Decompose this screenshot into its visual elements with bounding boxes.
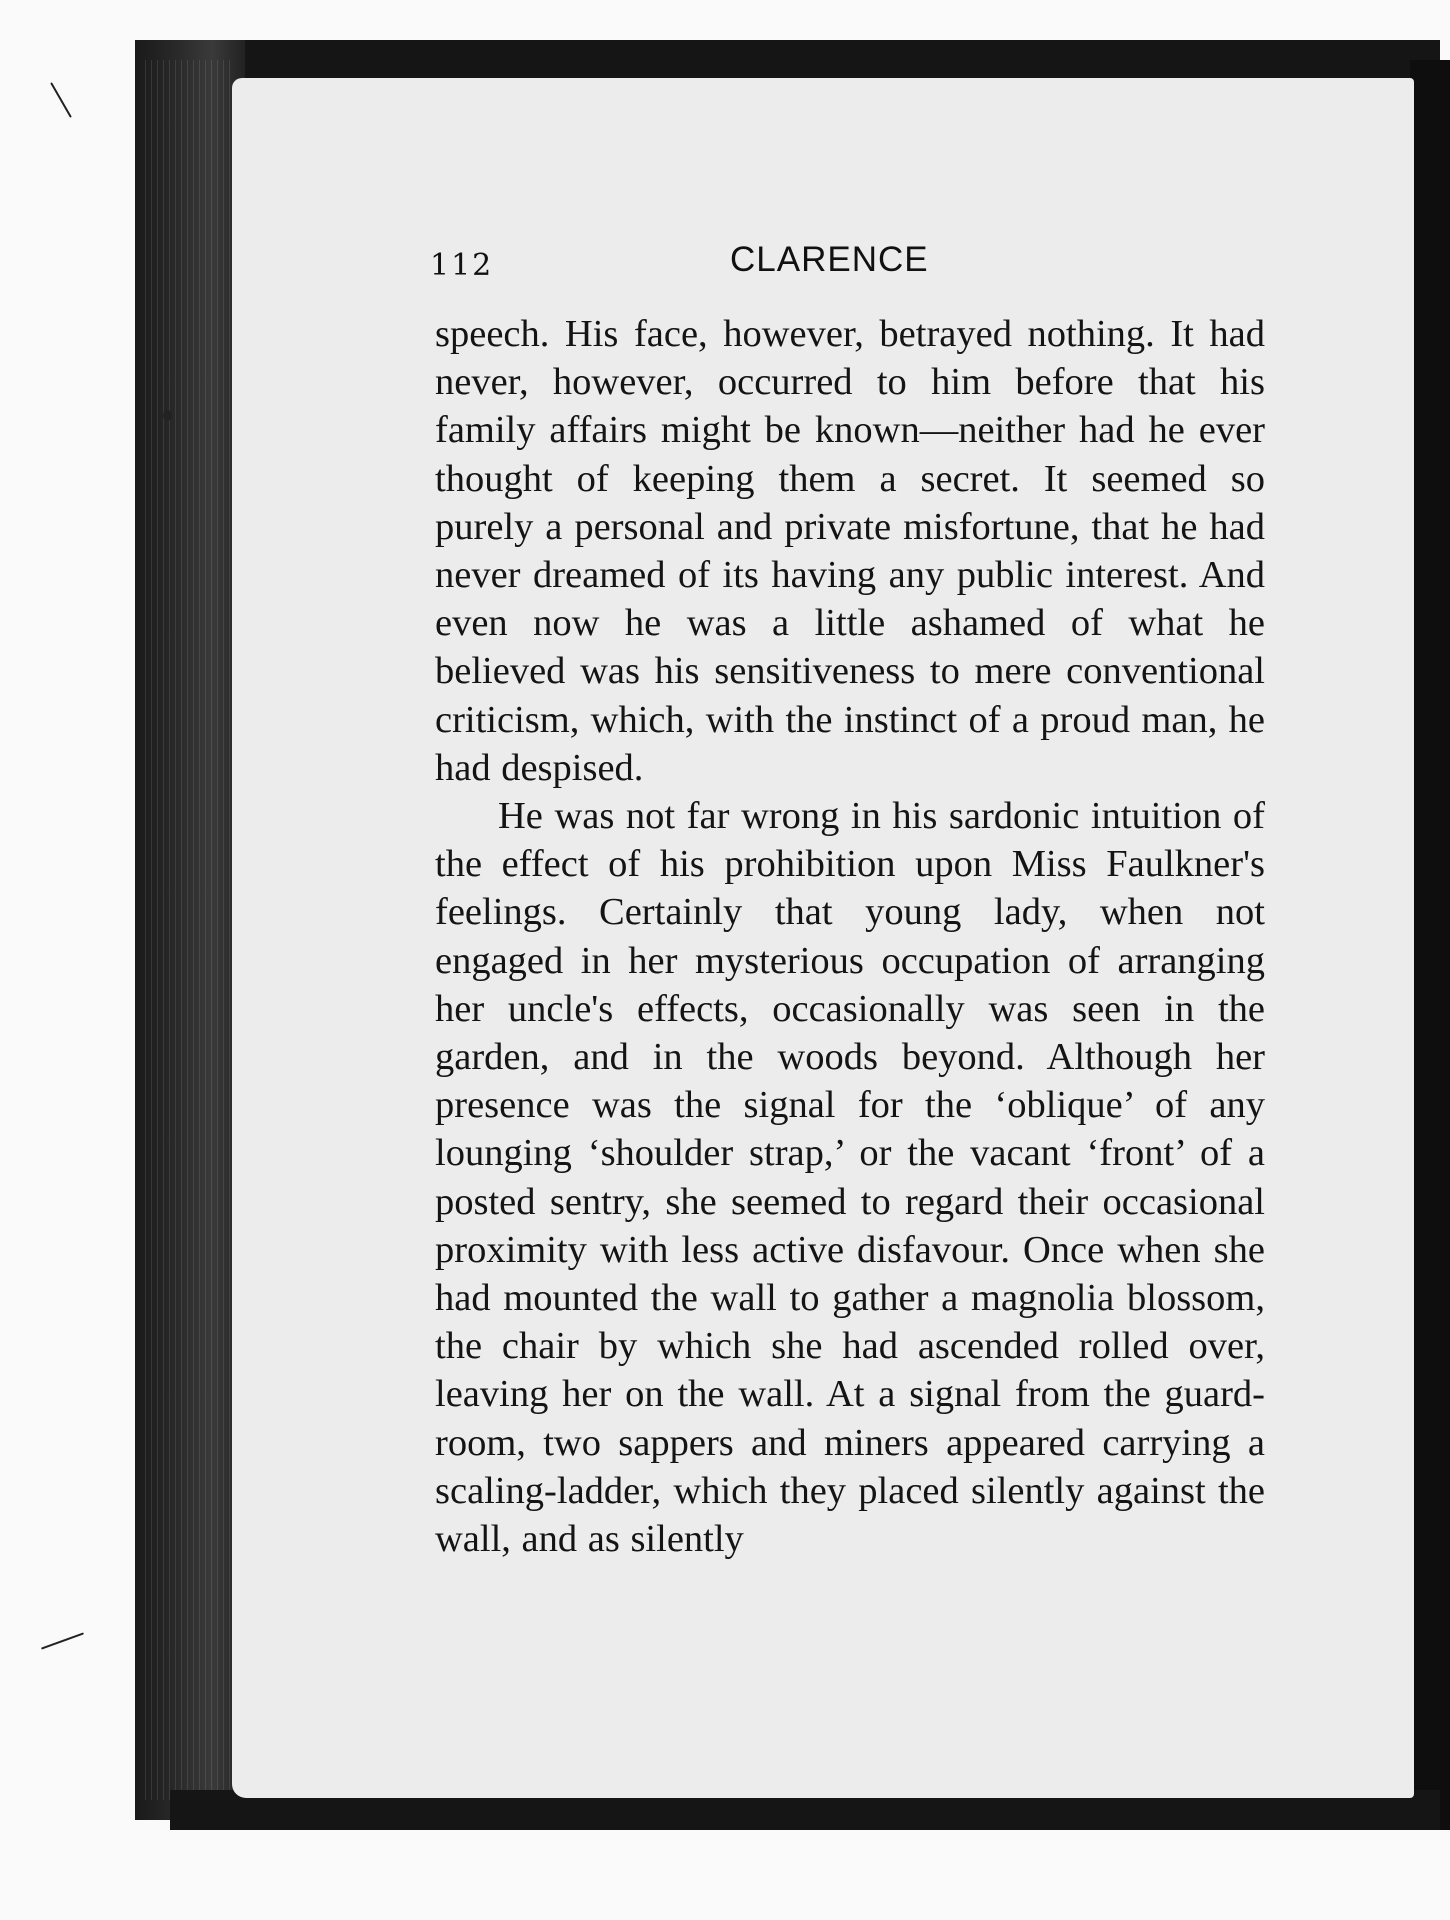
scan-speck [41, 1632, 84, 1649]
scan-speck [163, 410, 172, 421]
paragraph: speech. His face, however, betrayed nothing. It had never, however, occurred to him before that his family affairs might be known—neither had he ever thought of keeping them a secret. It seemed so purely a personal and private misfortune, that he had never dreamed of its having any public interest. And even now he was a little ashamed of what he believed was his sensitiveness to mere conventional criticism, which, with the instinct of a proud man, he had despised. [435, 313, 1265, 789]
running-title: CLARENCE [730, 240, 929, 279]
page-number: 112 [430, 248, 494, 283]
right-shadow [1410, 60, 1450, 1830]
running-head [430, 240, 1270, 300]
body-text [435, 310, 1265, 1563]
paragraph: He was not far wrong in his sardonic intuition of the effect of his prohibition upon Miss Faulkner's feelings. Certainly that young lady, when not engaged in her mysterious occupation of arranging her uncle's effects, occasionally was seen in the garden, and in the woods beyond. Although her presence was the signal for the ‘oblique’ of any lounging ‘shoulder strap,’ or the vacant ‘front’ of a posted sentry, she seemed to regard their occasional proximity with less active disfavour. Once when she had mounted the wall to gather a magnolia blossom, the chair by which she had ascended rolled over, leaving her on the wall. At a signal from the guard-room, two sappers and miners appeared carrying a scaling-ladder, which they placed silently against the wall, and as silently [435, 795, 1265, 1561]
scan-speck [50, 82, 72, 118]
page-edges [145, 60, 235, 1800]
